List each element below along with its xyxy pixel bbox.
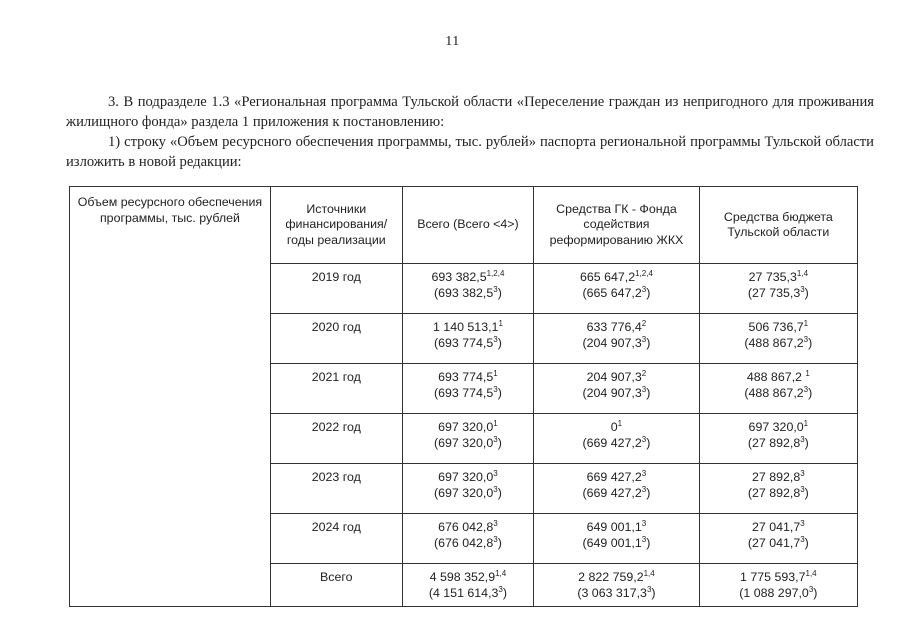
gk-fund-main-footnote: 1 (617, 419, 623, 428)
total-main-line (403, 470, 534, 486)
total-alt-line (403, 586, 534, 602)
regional-budget-alt-value: (1 088 297,0 (739, 585, 809, 600)
gk-fund-alt-value: (204 907,3 (582, 385, 642, 400)
total-alt-value: (4 151 614,3 (428, 585, 499, 600)
total-alt-line (403, 336, 534, 352)
total-alt-footnote: 3 (493, 484, 498, 494)
total-alt-close: ) (497, 285, 502, 300)
gk-fund-alt-close: ) (651, 585, 656, 600)
year-cell: 2020 год (270, 314, 402, 364)
regional-budget-main-footnote: 1,4 (796, 269, 809, 278)
gk-fund-alt-value: (669 427,2 (582, 435, 642, 450)
year-cell: 2021 год (270, 364, 402, 414)
gk-fund-alt-close: ) (646, 435, 651, 450)
gk-fund-main-footnote: 3 (641, 469, 647, 478)
total-alt-footnote: 3 (493, 534, 498, 544)
regional-budget-alt-value: (27 041,7 (747, 535, 801, 550)
total-main-footnote: 1,4 (495, 569, 507, 578)
gk-fund-main-value: 204 907,3 (586, 370, 642, 384)
gk-fund-alt-line (534, 336, 698, 352)
regional-budget-alt-close: ) (804, 285, 809, 300)
gk-fund-alt-value: (665 647,2 (582, 285, 642, 300)
total-alt-close: ) (502, 585, 508, 600)
gk-fund-cell (534, 414, 699, 464)
regional-budget-alt-close: ) (813, 585, 818, 600)
total-main-value: 676 042,8 (438, 520, 494, 534)
regional-budget-alt-close: ) (804, 485, 809, 500)
resource-table (69, 186, 858, 607)
page-number: 11 (445, 34, 460, 49)
regional-budget-main-value: 27 735,3 (748, 270, 797, 284)
total-main-footnote: 1 (498, 319, 503, 328)
regional-budget-cell (699, 264, 857, 314)
regional-budget-main-line (700, 570, 857, 586)
total-main-value: 697 320,0 (438, 470, 494, 484)
regional-budget-alt-value: (27 892,8 (747, 485, 801, 500)
regional-budget-alt-line (700, 536, 857, 552)
total-cell (402, 264, 534, 314)
total-main-footnote: 3 (493, 519, 498, 528)
regional-budget-main-line (700, 320, 857, 336)
regional-budget-main-footnote: 1 (805, 369, 810, 378)
gk-fund-main-line (534, 320, 698, 336)
header-sources: Источники финансирования/ годы реализации (270, 187, 402, 264)
regional-budget-alt-close: ) (808, 385, 813, 400)
regional-budget-main-value: 506 736,7 (748, 320, 804, 334)
gk-fund-main-line (534, 470, 698, 486)
gk-fund-alt-close: ) (646, 485, 651, 500)
total-main-line (403, 370, 534, 386)
total-alt-close: ) (497, 535, 502, 550)
total-alt-footnote: 3 (493, 284, 498, 294)
regional-budget-main-footnote: 1 (803, 419, 809, 428)
regional-budget-cell (699, 414, 857, 464)
regional-budget-alt-footnote: 3 (800, 434, 805, 444)
total-alt-footnote: 3 (493, 334, 498, 344)
gk-fund-alt-footnote: 3 (641, 284, 647, 294)
gk-fund-alt-line (534, 486, 698, 502)
total-main-line (403, 270, 534, 286)
total-alt-value: (697 320,0 (434, 485, 494, 500)
total-main-line (403, 320, 534, 336)
gk-fund-main-footnote: 1,4 (643, 569, 655, 578)
total-alt-footnote: 3 (498, 584, 503, 594)
total-alt-close: ) (497, 485, 502, 500)
regional-budget-main-footnote: 3 (800, 469, 805, 478)
regional-budget-cell (699, 564, 857, 607)
total-main-value: 697 320,0 (438, 420, 494, 434)
total-alt-close: ) (497, 435, 502, 450)
gk-fund-main-line (534, 520, 698, 536)
total-alt-value: (676 042,8 (434, 535, 494, 550)
regional-budget-main-line (700, 270, 857, 286)
regional-budget-alt-line (700, 436, 857, 452)
regional-budget-main-value: 697 320,0 (748, 420, 804, 434)
total-alt-line (403, 536, 534, 552)
total-alt-footnote: 3 (493, 434, 498, 444)
gk-fund-main-value: 669 427,2 (586, 470, 642, 484)
total-alt-value: (693 774,5 (434, 385, 494, 400)
total-alt-line (403, 386, 534, 402)
regional-budget-alt-footnote: 3 (800, 284, 805, 294)
header-regional-budget: Средства бюджета Тульской области (699, 187, 857, 264)
year-cell: 2023 год (270, 464, 402, 514)
gk-fund-alt-footnote: 3 (646, 584, 652, 594)
regional-budget-alt-close: ) (808, 335, 813, 350)
regional-budget-main-line (700, 470, 857, 486)
regional-budget-main-value: 1 775 593,7 (740, 570, 806, 584)
gk-fund-main-footnote: 2 (641, 319, 647, 328)
regional-budget-alt-value: (488 867,2 (744, 335, 804, 350)
regional-budget-alt-footnote: 3 (808, 584, 814, 594)
regional-budget-cell (699, 514, 857, 564)
regional-budget-alt-footnote: 3 (800, 484, 805, 494)
regional-budget-alt-line (700, 286, 857, 302)
regional-budget-main-value: 488 867,2 (746, 370, 806, 384)
regional-budget-alt-close: ) (804, 535, 809, 550)
gk-fund-main-line (534, 570, 698, 586)
paragraph-instruction-text: 1) строку «Объем ресурсного обеспечения программы, тыс. рублей» паспорта региональной программы Тульской области изложить в новой редакции: (66, 134, 874, 170)
regional-budget-alt-value: (27 892,8 (747, 435, 801, 450)
paragraph-intro (66, 92, 874, 132)
regional-budget-alt-value: (488 867,2 (744, 385, 804, 400)
total-cell (402, 464, 534, 514)
gk-fund-main-line (534, 420, 698, 436)
regional-budget-alt-line (700, 336, 857, 352)
total-alt-close: ) (497, 335, 502, 350)
regional-budget-alt-footnote: 3 (803, 384, 809, 394)
table-header-row (70, 187, 858, 264)
regional-budget-main-line (700, 520, 857, 536)
total-main-line (403, 570, 534, 586)
total-main-line (403, 420, 534, 436)
regional-budget-alt-footnote: 3 (803, 334, 809, 344)
gk-fund-cell (534, 464, 699, 514)
total-alt-footnote: 3 (493, 384, 498, 394)
regional-budget-main-value: 27 892,8 (751, 470, 801, 484)
total-cell (402, 364, 534, 414)
regional-budget-main-value: 27 041,7 (751, 520, 801, 534)
gk-fund-alt-line (534, 586, 698, 602)
gk-fund-alt-value: (3 063 317,3 (577, 585, 647, 600)
gk-fund-cell (534, 264, 699, 314)
year-cell: 2019 год (270, 264, 402, 314)
regional-budget-alt-line (700, 386, 857, 402)
regional-budget-alt-value: (27 735,3 (747, 285, 801, 300)
paragraph-intro-text: 3. В подразделе 1.3 «Региональная программа Тульской области «Переселение граждан из непригодного для проживания жилищного фонда» раздела 1 приложения к постановлению: (66, 94, 874, 130)
gk-fund-alt-line (534, 436, 698, 452)
total-cell (402, 514, 534, 564)
year-cell: 2022 год (270, 414, 402, 464)
header-gk-fund: Средства ГК - Фонда содействия реформированию ЖКХ (534, 187, 699, 264)
gk-fund-cell (534, 514, 699, 564)
total-main-value: 4 598 352,9 (429, 570, 496, 584)
gk-fund-main-line (534, 370, 698, 386)
total-main-footnote: 3 (493, 469, 498, 478)
total-cell (402, 414, 534, 464)
gk-fund-main-footnote: 2 (641, 369, 647, 378)
left-label-cell: Объем ресурсного обеспечения программы, тыс. рублей (70, 187, 271, 607)
gk-fund-main-value: 0 (610, 420, 618, 434)
total-alt-close: ) (497, 385, 502, 400)
regional-budget-cell (699, 364, 857, 414)
gk-fund-main-value: 2 822 759,2 (578, 570, 644, 584)
gk-fund-main-footnote: 1,2,4 (635, 269, 653, 278)
gk-fund-alt-close: ) (646, 285, 651, 300)
gk-fund-cell (534, 314, 699, 364)
regional-budget-main-line (700, 370, 857, 386)
regional-budget-alt-line (700, 586, 857, 602)
gk-fund-alt-footnote: 3 (641, 534, 647, 544)
regional-budget-main-footnote: 3 (800, 519, 805, 528)
total-main-line (403, 520, 534, 536)
total-main-footnote: 1 (493, 369, 498, 378)
total-main-value: 693 774,5 (438, 370, 494, 384)
gk-fund-main-value: 633 776,4 (586, 320, 642, 334)
total-main-value: 1 140 513,1 (432, 320, 499, 334)
regional-budget-alt-line (700, 486, 857, 502)
total-alt-line (403, 486, 534, 502)
gk-fund-alt-line (534, 386, 698, 402)
total-cell (402, 314, 534, 364)
year-cell: Всего (270, 564, 402, 607)
year-cell: 2024 год (270, 514, 402, 564)
regional-budget-alt-close: ) (804, 435, 809, 450)
total-alt-value: (697 320,0 (434, 435, 494, 450)
gk-fund-alt-footnote: 3 (641, 334, 647, 344)
gk-fund-alt-close: ) (646, 335, 651, 350)
gk-fund-cell (534, 364, 699, 414)
regional-budget-main-footnote: 1,4 (805, 569, 817, 578)
gk-fund-alt-value: (649 001,1 (582, 535, 642, 550)
paragraph-instruction (66, 132, 874, 172)
gk-fund-main-value: 649 001,1 (586, 520, 642, 534)
total-main-footnote: 1 (493, 419, 498, 428)
regional-budget-alt-footnote: 3 (800, 534, 805, 544)
total-main-footnote: 1,2,4 (486, 269, 505, 278)
gk-fund-alt-value: (204 907,3 (582, 335, 642, 350)
total-alt-line (403, 286, 534, 302)
gk-fund-main-footnote: 3 (641, 519, 647, 528)
header-total: Всего (Всего <4>) (402, 187, 534, 264)
gk-fund-alt-close: ) (646, 385, 651, 400)
gk-fund-main-line (534, 270, 698, 286)
gk-fund-alt-footnote: 3 (641, 384, 647, 394)
regional-budget-cell (699, 314, 857, 364)
gk-fund-alt-footnote: 3 (641, 484, 647, 494)
gk-fund-main-value: 665 647,2 (579, 270, 636, 284)
total-main-value: 693 382,5 (431, 270, 487, 284)
gk-fund-alt-value: (669 427,2 (582, 485, 642, 500)
gk-fund-alt-line (534, 286, 698, 302)
gk-fund-alt-footnote: 3 (641, 434, 647, 444)
regional-budget-main-footnote: 1 (803, 319, 809, 328)
gk-fund-alt-line (534, 536, 698, 552)
total-cell (402, 564, 534, 607)
regional-budget-cell (699, 464, 857, 514)
total-alt-value: (693 382,5 (434, 285, 494, 300)
total-alt-value: (693 774,5 (434, 335, 494, 350)
regional-budget-main-line (700, 420, 857, 436)
total-alt-line (403, 436, 534, 452)
gk-fund-alt-close: ) (646, 535, 651, 550)
gk-fund-cell (534, 564, 699, 607)
